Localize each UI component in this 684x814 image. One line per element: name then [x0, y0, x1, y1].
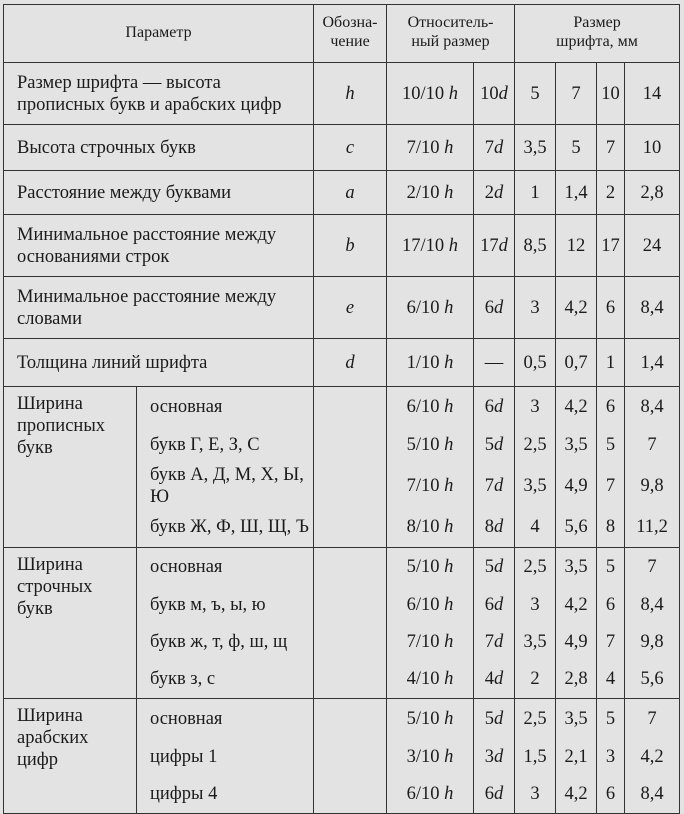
size-value-cell: 0,5	[515, 339, 556, 387]
size-value-cell: 6	[597, 277, 625, 339]
header-size-text: Размер шрифта, мм	[556, 14, 638, 50]
symbol-cell	[314, 508, 387, 548]
param-cell: Расстояние между буквами	[4, 171, 314, 215]
sub-param-cell: основная	[137, 699, 314, 739]
size-value-cell: 5	[597, 548, 625, 587]
group-title-cell: Ширина прописных букв	[4, 387, 137, 548]
relative-h-cell: 7/10 h	[387, 125, 474, 171]
size-value-cell: 4,2	[556, 387, 597, 427]
relative-d-cell: 10d	[474, 63, 515, 125]
size-value-cell: 2,8	[556, 661, 597, 699]
header-row	[4, 5, 680, 63]
param-cell: Толщина линий шрифта	[4, 339, 314, 387]
symbol-cell	[314, 587, 387, 624]
size-value-cell: 3	[515, 587, 556, 624]
size-value-cell: 7	[597, 464, 625, 508]
size-value-cell: 3	[515, 776, 556, 814]
table-row	[4, 339, 680, 387]
relative-d-cell: 2d	[474, 171, 515, 215]
size-value-cell: 7	[597, 125, 625, 171]
size-value-cell: 8,5	[515, 215, 556, 277]
size-value-cell: 14	[625, 63, 680, 125]
relative-d-cell: —	[474, 339, 515, 387]
size-value-cell: 8,4	[625, 277, 680, 339]
size-value-cell: 5	[515, 63, 556, 125]
header-symbol	[314, 5, 387, 63]
relative-d-cell: 6d	[474, 387, 515, 427]
size-value-cell: 17	[597, 215, 625, 277]
relative-h-cell: 6/10 h	[387, 587, 474, 624]
relative-h-cell: 7/10 h	[387, 464, 474, 508]
size-value-cell: 4,2	[625, 739, 680, 776]
sub-param-cell: цифры 4	[137, 776, 314, 814]
sub-param-cell: букв Г, Е, З, С	[137, 427, 314, 464]
size-value-cell: 10	[625, 125, 680, 171]
table-row	[4, 699, 680, 739]
relative-h-cell: 6/10 h	[387, 277, 474, 339]
size-value-cell: 4,2	[556, 776, 597, 814]
relative-h-cell: 2/10 h	[387, 171, 474, 215]
size-value-cell: 2	[597, 171, 625, 215]
size-value-cell: 7	[625, 548, 680, 587]
relative-d-cell: 3d	[474, 739, 515, 776]
relative-d-cell: 6d	[474, 277, 515, 339]
size-value-cell: 2,5	[515, 699, 556, 739]
param-cell: Высота строчных букв	[4, 125, 314, 171]
size-value-cell: 3	[515, 277, 556, 339]
size-value-cell: 6	[597, 776, 625, 814]
relative-d-cell: 7d	[474, 624, 515, 661]
relative-d-cell: 5d	[474, 548, 515, 587]
symbol-cell	[314, 661, 387, 699]
relative-d-cell: 17d	[474, 215, 515, 277]
size-value-cell: 1	[597, 339, 625, 387]
relative-h-cell: 10/10 h	[387, 63, 474, 125]
relative-h-cell: 5/10 h	[387, 548, 474, 587]
size-value-cell: 6	[597, 387, 625, 427]
symbol-cell: e	[314, 277, 387, 339]
relative-h-cell: 5/10 h	[387, 699, 474, 739]
size-value-cell: 7	[625, 427, 680, 464]
param-cell: Минимальное расстояние между словами	[4, 277, 314, 339]
relative-h-cell: 5/10 h	[387, 427, 474, 464]
table-row	[4, 63, 680, 125]
table-row	[4, 277, 680, 339]
size-value-cell: 3,5	[515, 464, 556, 508]
symbol-cell	[314, 699, 387, 739]
table-row	[4, 548, 680, 587]
size-value-cell: 3,5	[556, 427, 597, 464]
sub-param-cell: основная	[137, 387, 314, 427]
relative-h-cell: 8/10 h	[387, 508, 474, 548]
sub-param-cell: букв Ж, Ф, Ш, Щ, Ъ	[137, 508, 314, 548]
group-title-cell: Ширина арабских цифр	[4, 699, 137, 814]
symbol-cell	[314, 464, 387, 508]
symbol-cell	[314, 624, 387, 661]
size-value-cell: 1,4	[625, 339, 680, 387]
size-value-cell: 3	[597, 739, 625, 776]
size-value-cell: 4,9	[556, 464, 597, 508]
size-value-cell: 10	[597, 63, 625, 125]
relative-d-cell: 4d	[474, 661, 515, 699]
sub-param-cell: букв з, с	[137, 661, 314, 699]
relative-h-cell: 6/10 h	[387, 776, 474, 814]
size-value-cell: 3,5	[556, 548, 597, 587]
size-value-cell: 1,4	[556, 171, 597, 215]
relative-h-cell: 17/10 h	[387, 215, 474, 277]
size-value-cell: 11,2	[625, 508, 680, 548]
size-value-cell: 0,7	[556, 339, 597, 387]
relative-d-cell: 6d	[474, 587, 515, 624]
size-value-cell: 2,5	[515, 427, 556, 464]
table-row	[4, 215, 680, 277]
symbol-cell	[314, 776, 387, 814]
size-value-cell: 8	[597, 508, 625, 548]
symbol-cell: h	[314, 63, 387, 125]
size-value-cell: 3,5	[556, 699, 597, 739]
size-value-cell: 8,4	[625, 387, 680, 427]
symbol-cell: c	[314, 125, 387, 171]
param-cell: Размер шрифта — высота прописных букв и арабских цифр	[4, 63, 314, 125]
size-value-cell: 1,5	[515, 739, 556, 776]
relative-h-cell: 4/10 h	[387, 661, 474, 699]
size-value-cell: 2,1	[556, 739, 597, 776]
size-value-cell: 9,8	[625, 464, 680, 508]
size-value-cell: 3	[515, 387, 556, 427]
size-value-cell: 4,9	[556, 624, 597, 661]
table-row	[4, 387, 680, 427]
header-size	[515, 5, 680, 63]
size-value-cell: 4	[515, 508, 556, 548]
sub-param-cell: цифры 1	[137, 739, 314, 776]
size-value-cell: 4,2	[556, 277, 597, 339]
size-value-cell: 1	[515, 171, 556, 215]
size-value-cell: 7	[556, 63, 597, 125]
symbol-cell: d	[314, 339, 387, 387]
size-value-cell: 5	[556, 125, 597, 171]
param-cell: Минимальное расстояние между основаниями строк	[4, 215, 314, 277]
header-relative-text: Относитель- ный размер	[407, 14, 494, 50]
symbol-cell: b	[314, 215, 387, 277]
relative-h-cell: 6/10 h	[387, 387, 474, 427]
size-value-cell: 2,8	[625, 171, 680, 215]
header-param: Параметр	[4, 5, 314, 63]
relative-h-cell: 7/10 h	[387, 624, 474, 661]
symbol-cell	[314, 739, 387, 776]
relative-d-cell: 5d	[474, 699, 515, 739]
size-value-cell: 3,5	[515, 125, 556, 171]
size-value-cell: 12	[556, 215, 597, 277]
size-value-cell: 8,4	[625, 776, 680, 814]
header-relative	[387, 5, 515, 63]
size-value-cell: 5	[597, 699, 625, 739]
size-value-cell: 2	[515, 661, 556, 699]
size-value-cell: 9,8	[625, 624, 680, 661]
size-value-cell: 5,6	[625, 661, 680, 699]
table-row	[4, 171, 680, 215]
size-value-cell: 4,2	[556, 587, 597, 624]
relative-h-cell: 1/10 h	[387, 339, 474, 387]
header-symbol-text: Обозна- чение	[322, 14, 378, 50]
relative-d-cell: 7d	[474, 125, 515, 171]
size-value-cell: 6	[597, 587, 625, 624]
symbol-cell	[314, 387, 387, 427]
symbol-cell	[314, 548, 387, 587]
size-value-cell: 5	[597, 427, 625, 464]
size-value-cell: 8,4	[625, 587, 680, 624]
size-value-cell: 7	[625, 699, 680, 739]
table-row	[4, 125, 680, 171]
size-value-cell: 5,6	[556, 508, 597, 548]
size-value-cell: 4	[597, 661, 625, 699]
size-value-cell: 3,5	[515, 624, 556, 661]
group-rows	[4, 387, 680, 814]
symbol-cell: a	[314, 171, 387, 215]
symbol-cell	[314, 427, 387, 464]
size-value-cell: 2,5	[515, 548, 556, 587]
sub-param-cell: букв А, Д, М, Х, Ы, Ю	[137, 464, 314, 508]
relative-d-cell: 8d	[474, 508, 515, 548]
relative-d-cell: 5d	[474, 427, 515, 464]
size-value-cell: 24	[625, 215, 680, 277]
font-parameters-table	[3, 4, 680, 814]
relative-d-cell: 7d	[474, 464, 515, 508]
sub-param-cell: основная	[137, 548, 314, 587]
group-title-cell: Ширина строчных букв	[4, 548, 137, 699]
sub-param-cell: букв м, ъ, ы, ю	[137, 587, 314, 624]
sub-param-cell: букв ж, т, ф, ш, щ	[137, 624, 314, 661]
size-value-cell: 7	[597, 624, 625, 661]
main-rows	[4, 63, 680, 387]
relative-d-cell: 6d	[474, 776, 515, 814]
relative-h-cell: 3/10 h	[387, 739, 474, 776]
